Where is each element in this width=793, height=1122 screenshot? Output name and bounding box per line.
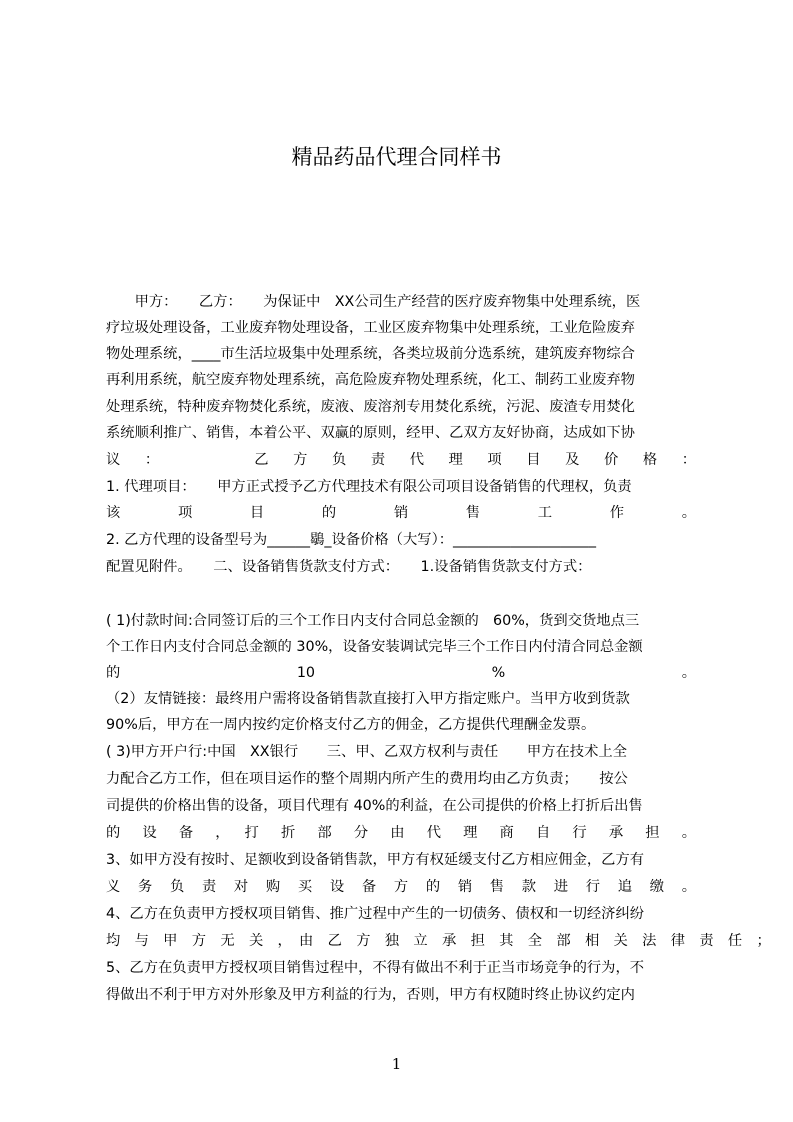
body-line: （2）友情链接：最终用户需将设备销售款直接打入甲方指定账户。当甲方收到货款 bbox=[106, 691, 630, 707]
body-line: 义 务 负 责 对 购 买 设 备 方 的 销 售 款 进 行 追 缴 。 bbox=[106, 879, 696, 895]
body-line: 2. 乙方代理的设备型号为______鶡_设备价格（大写）：____________________ bbox=[106, 532, 596, 548]
body-line: 1. 代理项目： 甲方正式授予乙方代理技术有限公司项目设备销售的代理权，负责 bbox=[106, 479, 632, 495]
body-line: 物处理系统，____市生活垃圾集中处理系统，各类垃圾前分选系统，建筑废弃物综合 bbox=[106, 346, 635, 362]
body-line: 再利用系统，航空废弃物处理系统，高危险废弃物处理系统，化工、制药工业废弃物 bbox=[106, 372, 635, 388]
document-title: 精品药品代理合同样书 bbox=[291, 145, 502, 169]
body-line: 处理系统，特种废弃物焚化系统，废液、废溶剂专用焚化系统，污泥、废渣专用焚化 bbox=[106, 399, 635, 415]
body-line: 5、乙方在负责甲方授权项目销售过程中，不得有做出不利于正当市场竞争的行为，不 bbox=[106, 960, 645, 976]
body-line: 的 10 % 。 bbox=[106, 665, 696, 681]
body-line: 系统顺利推广、销售，本着公平、双赢的原则，经甲、乙双方友好协商，达成如下协 bbox=[106, 425, 635, 441]
body-line: 疗垃圾处理设备，工业废弃物处理设备，工业区废弃物集中处理系统，工业危险废弃 bbox=[106, 320, 635, 336]
body-line: 均 与 甲 方 无 关 ， 由 乙 方 独 立 承 担 其 全 部 相 关 法 律 责 任 ； bbox=[106, 933, 771, 949]
body-line: 3、如甲方没有按时、足额收到设备销售款，甲方有权延缓支付乙方相应佣金，乙方有 bbox=[106, 852, 645, 868]
page-number: 1 bbox=[391, 1055, 402, 1073]
body-line: 个工作日内支付合同总金额的 30%，设备安装调试完毕三个工作日内付清合同总金额 bbox=[106, 639, 643, 655]
body-line: 议 ： 乙 方 负 责 代 理 项 目 及 价 格 ： bbox=[106, 452, 696, 468]
body-line: 的 设 备 ， 打 折 部 分 由 代 理 商 自 行 承 担 。 bbox=[106, 825, 696, 841]
body-line: 得做出不利于甲方对外形象及甲方利益的行为，否则，甲方有权随时终止协议约定内 bbox=[106, 987, 635, 1003]
blank-line bbox=[106, 581, 696, 607]
body-line: 力配合乙方工作，但在项目运作的整个周期内所产生的费用均由乙方负责； 按公 bbox=[106, 771, 628, 787]
body-line: 90%后，甲方在一周内按约定价格支付乙方的佣金，乙方提供代理酬金发票。 bbox=[106, 717, 596, 733]
body-line: 司提供的价格出售的设备，项目代理有 40%的利益，在公司提供的价格上打折后出售 bbox=[106, 798, 643, 814]
body-line: 甲方： 乙方： 为保证中 XX公司生产经营的医疗废弃物集中处理系统，医 bbox=[106, 294, 641, 310]
body-line: ( 1)付款时间:合同签订后的三个工作日内支付合同总金额的 60%，货到交货地点三 bbox=[106, 613, 640, 629]
body-line: 4、乙方在负责甲方授权项目销售、推广过程中产生的一切债务、债权和一切经济纠纷 bbox=[106, 906, 645, 922]
body-line: 配置见附件。 二、设备销售货款支付方式： 1.设备销售货款支付方式： bbox=[106, 559, 592, 575]
body-line: 该 项 目 的 销 售 工 作 。 bbox=[106, 505, 696, 521]
body-line: ( 3)甲方开户行:中国 XX银行 三、甲、乙双方权利与责任 甲方在技术上全 bbox=[106, 744, 627, 760]
